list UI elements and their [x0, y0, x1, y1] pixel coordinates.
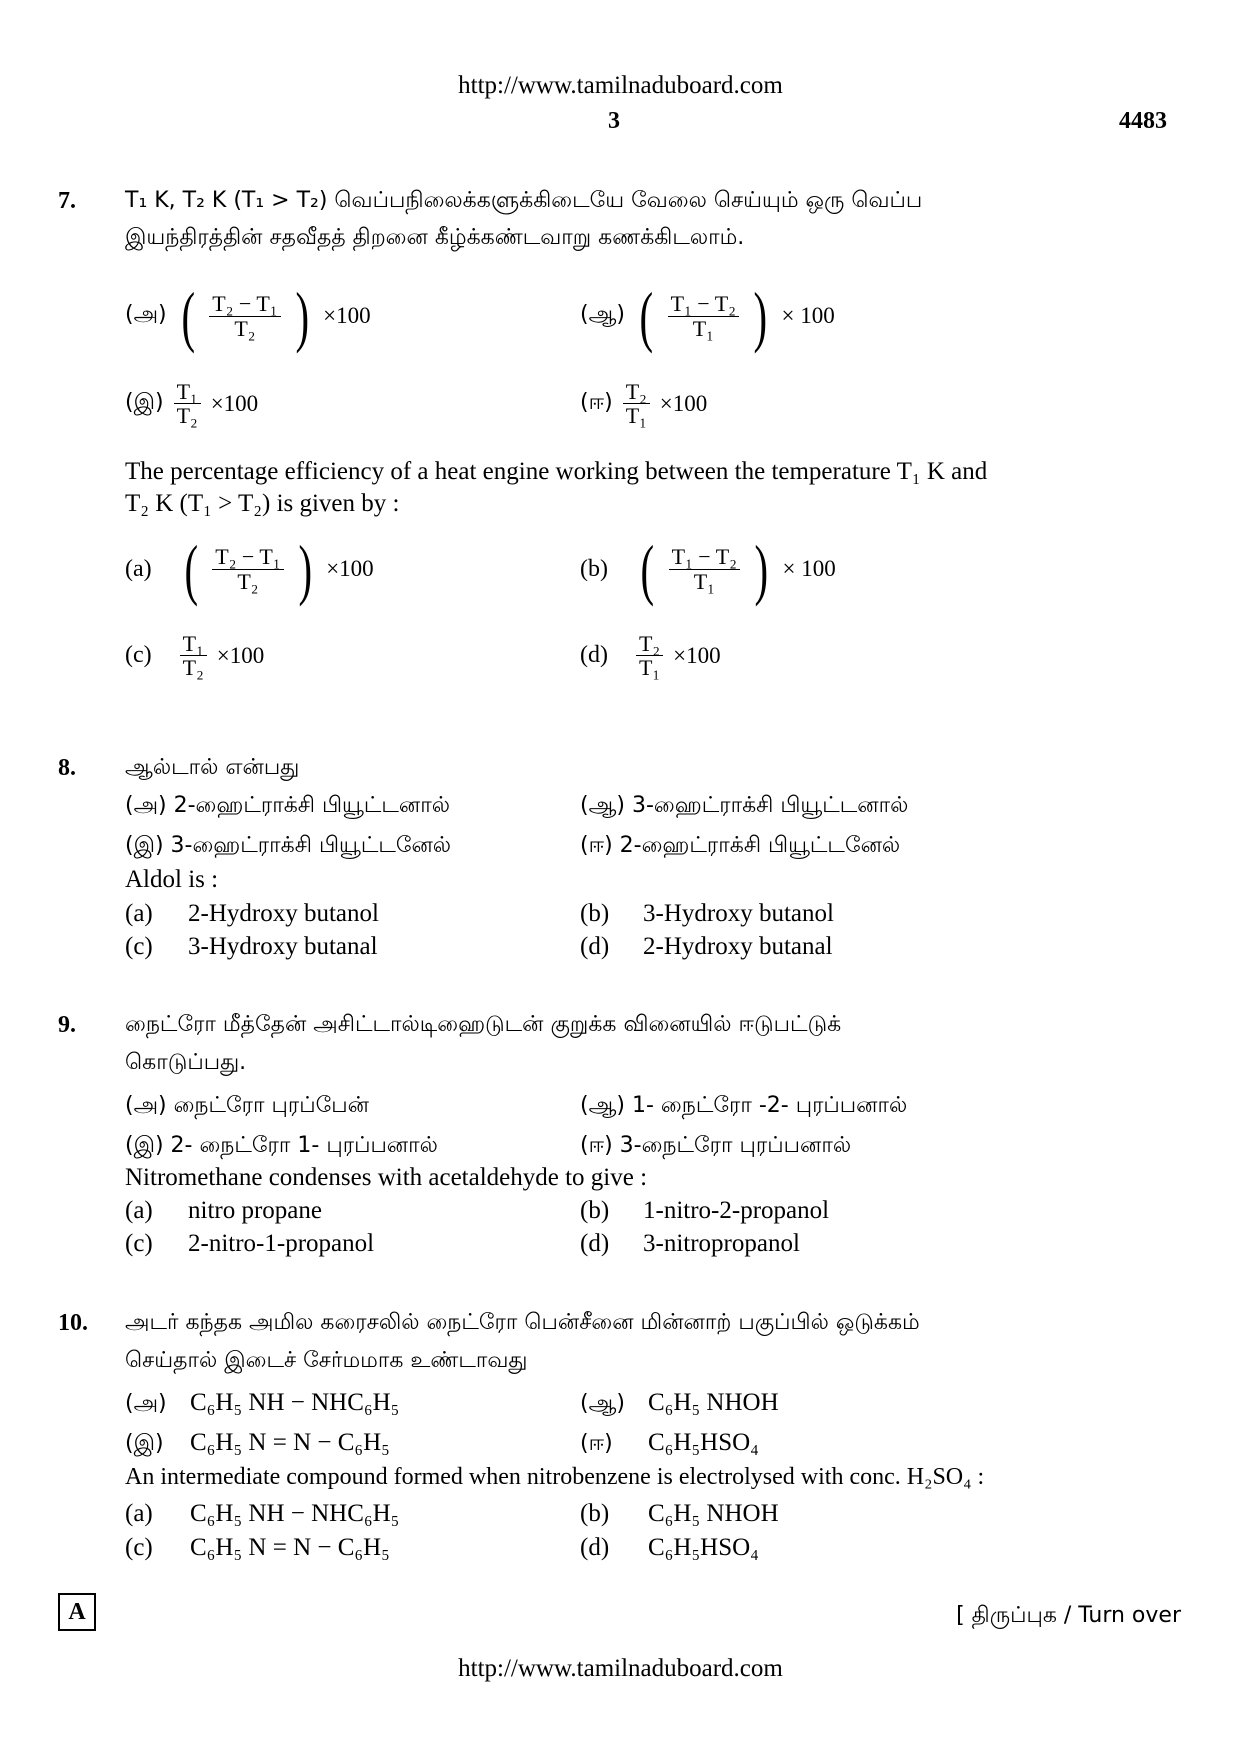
q10-tamil-option-d-label: (ஈ) — [580, 1431, 613, 1456]
multiplier: ×100 — [326, 556, 374, 581]
q9-tamil-option-c: (இ) 2- நைட்ரோ 1- புரப்பனால் — [125, 1133, 438, 1158]
q10-option-a: C₆H₅ NH − NHC₆H₅ — [190, 1500, 400, 1527]
q8-option-b: 3-Hydroxy butanol — [643, 900, 834, 927]
denominator: T₁ — [693, 568, 715, 594]
q10-option-a-label: (a) — [125, 1500, 153, 1527]
numerator: T₂ — [623, 380, 650, 404]
option-label: (b) — [580, 555, 608, 582]
q9-option-a: nitro propane — [188, 1197, 322, 1224]
numerator: T₂ — [636, 632, 663, 656]
q9-tamil-line2: கொடுப்பது. — [125, 1050, 247, 1075]
multiplier: × 100 — [781, 303, 835, 328]
q10-tamil-line2: செய்தால் இடைச் சேர்மமாக உண்டாவது — [125, 1348, 528, 1373]
denominator: T₂ — [237, 568, 259, 594]
q9-english-question: Nitromethane condenses with acetaldehyde to give : — [125, 1164, 648, 1191]
fraction — [669, 545, 740, 592]
option-label: (அ) — [125, 302, 167, 327]
footer-url: http://www.tamilnaduboard.com — [458, 1655, 783, 1682]
fraction — [668, 292, 739, 339]
right-paren: ) — [754, 531, 768, 607]
option-label: (இ) — [125, 389, 164, 415]
q9-option-c-label: (c) — [125, 1230, 153, 1257]
q9-tamil-option-a: (அ) நைட்ரோ புரப்பேன் — [125, 1093, 369, 1118]
fraction — [209, 292, 280, 339]
denominator: T₂ — [234, 315, 256, 341]
q10-option-d-label: (d) — [580, 1534, 610, 1561]
paper-code: 4483 — [1119, 108, 1167, 134]
right-paren: ) — [295, 278, 309, 354]
fraction — [212, 545, 283, 592]
q10-option-b: C₆H₅ NHOH — [648, 1500, 779, 1527]
q10-tamil-option-a: C₆H₅ NH − NHC₆H₅ — [190, 1389, 400, 1416]
q7-tamil-line2: இயந்திரத்தின் சதவீதத் திறனை கீழ்க்கண்டவாறு கணக்கிடலாம். — [125, 225, 745, 250]
q8-tamil-option-d: (ஈ) 2-ஹைட்ராக்சி பியூட்டனேல் — [580, 833, 901, 858]
q10-option-c: C₆H₅ N = N − C₆H₅ — [190, 1534, 390, 1561]
multiplier: ×100 — [673, 642, 721, 668]
q10-tamil-option-d: C₆H₅HSO₄ — [648, 1429, 759, 1456]
multiplier: × 100 — [782, 556, 836, 581]
q8-tamil-question: ஆல்டால் என்பது — [125, 755, 300, 780]
fraction — [636, 632, 663, 679]
q9-option-a-label: (a) — [125, 1197, 153, 1224]
q7-option-b — [580, 531, 836, 607]
left-paren: ( — [181, 278, 195, 354]
q9-option-d-label: (d) — [580, 1230, 610, 1257]
left-paren: ( — [639, 278, 654, 354]
fraction — [180, 632, 207, 679]
q7-tamil-option-d — [580, 380, 707, 427]
multiplier: ×100 — [323, 303, 371, 328]
q10-number: 10. — [58, 1310, 88, 1336]
q10-english-question: An intermediate compound formed when nitrobenzene is electrolysed with conc. H₂SO₄ : — [125, 1464, 985, 1490]
booklet-letter-box: A — [58, 1593, 96, 1631]
q7-english-line1: The percentage efficiency of a heat engine working between the temperature T₁ K and — [125, 458, 988, 485]
left-paren: ( — [640, 531, 655, 607]
q8-tamil-option-b: (ஆ) 3-ஹைட்ராக்சி பியூட்டனால் — [580, 793, 909, 818]
denominator: T₁ — [638, 655, 661, 681]
q7-tamil-line1: T₁ K, T₂ K (T₁ > T₂) வெப்பநிலைக்களுக்கிடையே வேலை செய்யும் ஒரு வெப்ப — [125, 188, 923, 213]
fraction — [623, 380, 650, 427]
q9-option-d: 3-nitropropanol — [643, 1230, 800, 1257]
q10-tamil-option-c-label: (இ) — [125, 1431, 164, 1456]
q8-option-c: 3-Hydroxy butanal — [188, 933, 378, 960]
multiplier: ×100 — [210, 390, 259, 416]
q7-option-a — [125, 531, 374, 607]
multiplier: ×100 — [659, 390, 708, 416]
q8-tamil-option-c: (இ) 3-ஹைட்ராக்சி பியூட்டனேல் — [125, 833, 452, 858]
right-paren: ) — [753, 278, 768, 354]
q9-tamil-option-d: (ஈ) 3-நைட்ரோ புரப்பனால் — [580, 1133, 852, 1158]
q8-option-d-label: (d) — [580, 933, 610, 960]
q8-option-d: 2-Hydroxy butanal — [643, 933, 833, 960]
q9-tamil-option-b: (ஆ) 1- நைட்ரோ -2- புரப்பனால் — [580, 1093, 908, 1118]
q7-option-c — [125, 632, 264, 679]
q9-number: 9. — [58, 1012, 76, 1038]
q10-option-b-label: (b) — [580, 1500, 610, 1527]
q8-number: 8. — [58, 755, 76, 781]
right-paren: ) — [298, 531, 312, 607]
q8-option-a-label: (a) — [125, 900, 153, 927]
header-url: http://www.tamilnaduboard.com — [458, 72, 783, 99]
denominator: T₂ — [182, 655, 204, 681]
option-label: (d) — [580, 642, 608, 669]
q7-option-d — [580, 632, 721, 679]
q7-tamil-option-a — [125, 278, 371, 354]
q10-tamil-option-b: C₆H₅ NHOH — [648, 1389, 779, 1416]
q9-option-c: 2-nitro-1-propanol — [188, 1230, 375, 1257]
q8-option-a: 2-Hydroxy butanol — [188, 900, 379, 927]
multiplier: ×100 — [216, 642, 265, 668]
q10-option-d: C₆H₅HSO₄ — [648, 1534, 759, 1561]
option-label: (c) — [125, 642, 152, 669]
option-label: (a) — [125, 555, 152, 582]
denominator: T₁ — [692, 315, 714, 341]
q10-tamil-line1: அடர் கந்தக அமில கரைசலில் நைட்ரோ பென்சீனை மின்னாற் பகுப்பில் ஒடுக்கம் — [125, 1310, 920, 1335]
q10-option-c-label: (c) — [125, 1534, 153, 1561]
q9-option-b-label: (b) — [580, 1197, 610, 1224]
q7-tamil-option-b — [580, 278, 835, 354]
numerator: T₁ − T₂ — [669, 545, 740, 569]
left-paren: ( — [184, 531, 198, 607]
denominator: T₂ — [176, 403, 198, 429]
q10-tamil-option-a-label: (அ) — [125, 1391, 167, 1416]
q10-tamil-option-b-label: (ஆ) — [580, 1391, 625, 1416]
q7-english-line2: T₂ K (T₁ > T₂) is given by : — [125, 490, 400, 517]
q8-english-question: Aldol is : — [125, 866, 219, 893]
turn-over-label: [ திருப்புக / Turn over — [956, 1603, 1181, 1628]
page-number: 3 — [608, 108, 620, 134]
numerator: T₂ − T₁ — [212, 545, 283, 569]
q10-tamil-option-c: C₆H₅ N = N − C₆H₅ — [190, 1429, 390, 1456]
numerator: T₂ − T₁ — [209, 292, 280, 316]
q7-number: 7. — [58, 188, 76, 214]
fraction — [174, 380, 201, 427]
numerator: T₁ — [174, 380, 201, 404]
q9-tamil-line1: நைட்ரோ மீத்தேன் அசிட்டால்டிஹைடுடன் குறுக்க வினையில் ஈடுபட்டுக் — [125, 1012, 842, 1037]
q8-tamil-option-a: (அ) 2-ஹைட்ராக்சி பியூட்டனால் — [125, 793, 450, 818]
denominator: T₁ — [625, 403, 647, 429]
option-label: (ஈ) — [580, 389, 613, 415]
option-label: (ஆ) — [580, 302, 625, 327]
q9-option-b: 1-nitro-2-propanol — [643, 1197, 830, 1224]
numerator: T₁ − T₂ — [668, 292, 739, 316]
numerator: T₁ — [180, 632, 207, 656]
q7-tamil-option-c — [125, 380, 258, 427]
q8-option-b-label: (b) — [580, 900, 610, 927]
q8-option-c-label: (c) — [125, 933, 153, 960]
